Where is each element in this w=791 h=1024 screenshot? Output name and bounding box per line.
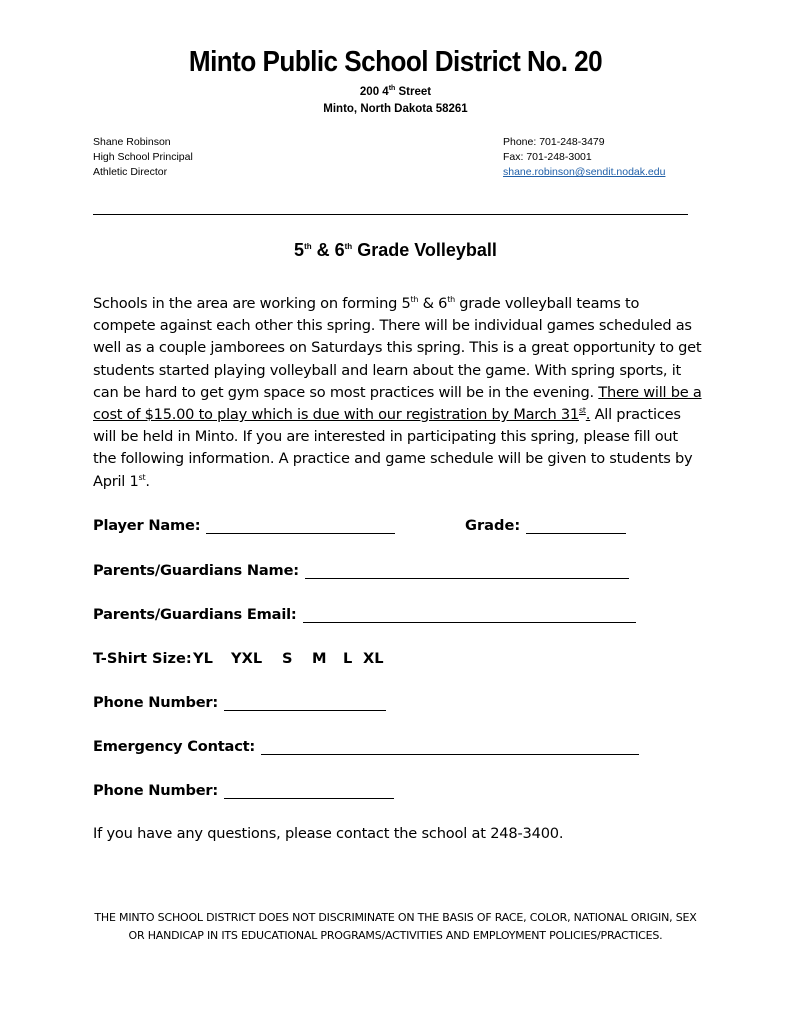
address-street [0, 85, 791, 98]
questions-note: If you have any questions, please contact the school at 248-3400. [93, 825, 564, 842]
address-street-number: 200 4 [359, 85, 389, 98]
body-sup-2: th [447, 295, 455, 305]
contact-title-principal: High School Principal [93, 151, 193, 163]
contact-left-block [93, 135, 193, 180]
phone-number-field-1 [93, 694, 386, 711]
phone-number-label-1: Phone Number: [93, 694, 219, 711]
parents-email-label: Parents/Guardians Email: [93, 606, 297, 623]
parents-email-field [93, 606, 636, 623]
contact-right-block [503, 135, 665, 180]
emergency-contact-blank[interactable] [261, 740, 639, 755]
emergency-contact-field [93, 738, 639, 755]
phone-number-blank-1[interactable] [224, 696, 386, 711]
phone-number-label-2: Phone Number: [93, 782, 219, 799]
body-part-3: grade volleyball teams to compete against each other this spring. There will be individual games scheduled as well as a couple jamborees on Saturdays this spring. This is a great opportunity to get students started playing volleyball and learn about the game. With spring sports, it can be hard to get gym space so most practices will be in the evening. [93, 295, 702, 401]
title-part-a: 5 [294, 240, 305, 260]
size-option-yl[interactable]: YL [193, 650, 213, 667]
size-option-yxl[interactable]: YXL [231, 650, 263, 667]
nondiscrimination-footer: THE MINTO SCHOOL DISTRICT DOES NOT DISCRIMINATE ON THE BASIS OF RACE, COLOR, NATIONAL ORIGIN, SEX OR HANDICAP IN ITS EDUCATIONAL PROGRAMS/ACTIVITIES AND EMPLOYMENT POLICIES/PRACTICES. [94, 911, 697, 942]
title-sup-2: th [344, 242, 353, 251]
body-part-5: . [145, 472, 150, 490]
grade-field [465, 517, 626, 534]
body-sup-3: st [578, 406, 586, 416]
district-title: Minto Public School District No. 20 [188, 46, 603, 78]
size-option-m[interactable]: M [312, 650, 327, 667]
body-part-2: & 6 [418, 295, 448, 312]
title-sup-1: th [304, 242, 312, 251]
phone-number-blank-2[interactable] [224, 784, 394, 799]
parents-name-field [93, 562, 629, 579]
title-part-c: Grade Volleyball [352, 240, 497, 260]
body-part-4: All practices will be held in Minto. If you are interested in participating this spring, please fill out the following information. A practice and game schedule will be given to students by April 1 [93, 406, 693, 490]
player-name-label: Player Name: [93, 517, 201, 534]
contact-title-athletic: Athletic Director [93, 166, 168, 178]
body-cost-end: . [585, 406, 591, 424]
body-paragraph [93, 293, 705, 493]
address-street-sup: th [388, 85, 396, 92]
contact-fax: Fax: 701-248-3001 [503, 151, 592, 163]
address-city: Minto, North Dakota 58261 [323, 103, 468, 115]
contact-name: Shane Robinson [93, 136, 171, 148]
size-option-l[interactable]: L [343, 650, 353, 667]
body-cost-underlined: There will be a cost of $15.00 to play which is due with our registration by March 31 [93, 383, 702, 424]
parents-name-blank[interactable] [305, 564, 629, 579]
body-sup-4: st [138, 472, 146, 482]
body-sup-1: th [410, 295, 419, 305]
player-name-blank[interactable] [206, 519, 395, 534]
grade-blank[interactable] [526, 519, 626, 534]
tshirt-size-label: T-Shirt Size: [93, 650, 192, 667]
phone-number-field-2 [93, 782, 394, 799]
title-part-b: & 6 [311, 240, 345, 260]
contact-phone: Phone: 701-248-3479 [503, 136, 605, 148]
emergency-contact-label: Emergency Contact: [93, 738, 256, 755]
header-divider [93, 214, 688, 215]
player-name-field [93, 517, 395, 534]
grade-label: Grade: [465, 517, 521, 534]
contact-email-link[interactable]: shane.robinson@sendit.nodak.edu [503, 166, 666, 178]
parents-email-blank[interactable] [303, 608, 636, 623]
size-option-xl[interactable]: XL [363, 650, 384, 667]
document-title [0, 240, 791, 261]
body-part-1: Schools in the area are working on forming 5 [93, 295, 411, 312]
size-option-s[interactable]: S [282, 650, 293, 667]
address-street-rest: Street [395, 85, 432, 98]
parents-name-label: Parents/Guardians Name: [93, 562, 299, 579]
